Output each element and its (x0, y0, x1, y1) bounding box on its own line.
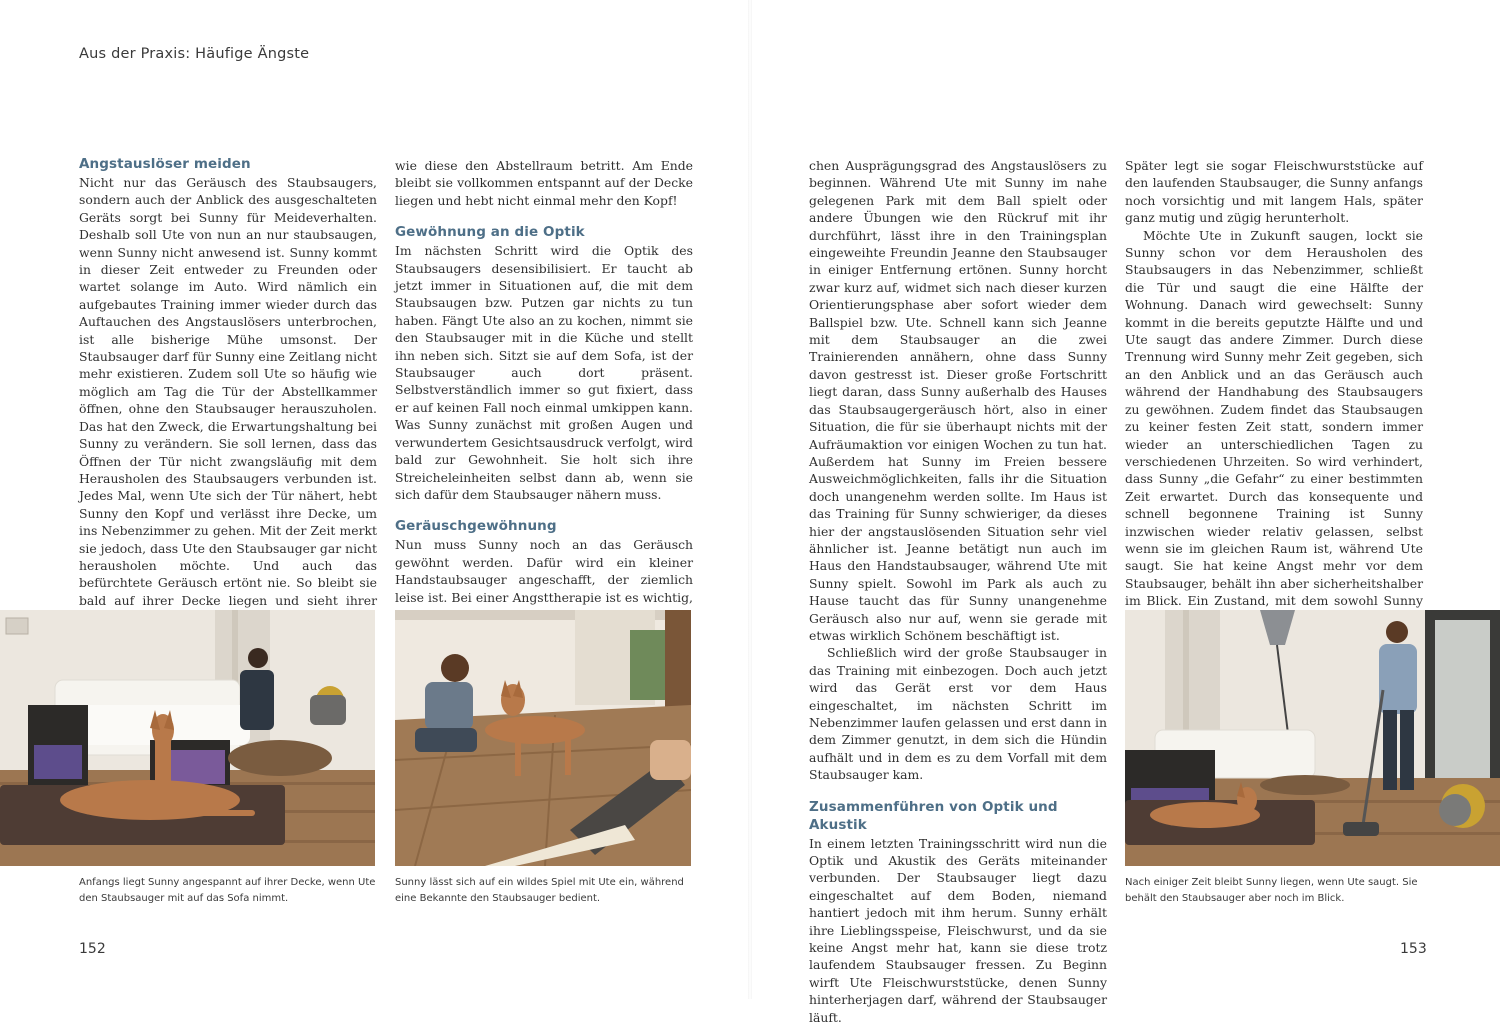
running-head: Aus der Praxis: Häufige Ängste (79, 46, 310, 62)
paragraph: Schließlich wird der große Staubsauger in das Training mit einbezogen. Doch auch jetzt wird das Gerät erst vor dem Haus eingeschaltet, im nächsten Schritt im Nebenzimmer laufen gelassen und erst dann in dem Zimmer genutzt, in dem sich die Hündin aufhält und in dem es zu dem Vorfall mit dem Staubsauger kam. (809, 645, 1107, 783)
photo-caption: Sunny lässt sich auf ein wildes Spiel mit Ute ein, während eine Bekannte den Staubsauger bedient. (395, 877, 684, 904)
paragraph: Nun muss Sunny noch an das Geräusch gewöhnt werden. Dafür wird ein kleiner Handstaubsauger angeschafft, der ziemlich leise ist. Bei einer Angsttherapie ist es wichtig, (395, 537, 693, 605)
photo-illustration (1125, 610, 1500, 866)
text-column-2 (395, 157, 693, 623)
paragraph: Im nächsten Schritt wird die Optik des Staubsaugers desensibilisiert. Er taucht ab jetzt immer in Situationen auf, die mit dem Staubsaugen bzw. Putzen gar nichts zu tun haben. Fängt Ute also an zu kochen, nimmt sie den Staubsauger mit in die Küche und stellt ihn neben sich. Sitzt sie auf dem Sofa, ist der Staubsauger auch dort präsent. Selbstverständlich immer so gut fixiert, dass er auf keinen Fall noch einmal umkippen kann. Was Sunny zunächst mit großen Augen und verwundertem Gesichtsausdruck verfolgt, wird bald zur Gewohnheit. Sie holt sich ihre Streicheleinheiten selbst dann ab, wenn sie sich dafür dem Staubsauger nähern muss. (395, 243, 693, 502)
photo-owner-vacuuming (1125, 610, 1500, 866)
page-number-left: 152 (79, 941, 106, 957)
section-heading: Gewöhnung an die Optik (395, 224, 585, 241)
photo-illustration (0, 610, 375, 866)
page-number-right: 153 (1400, 941, 1427, 957)
paragraph: chen Ausprägungsgrad des Angstauslösers zu beginnen. Während Ute mit Sunny im nahe gelegenen Park mit dem Ball spielt oder andere Übungen wie den Rückruf mit ihr durchführt, lässt ihre in den Trainingsplan eingeweihte Freundin Jeanne den Staubsauger in einiger Entfernung ertönen. Sunny horcht zwar kurz auf, widmet sich nach dieser kurzen Orientierungsphase aber sofort wieder dem Ballspiel bzw. Ute. Schnell kann sich Jeanne mit dem Staubsauger an die zwei Trainierenden annähern, ohne dass Sunny davon gestresst ist. Dieser große Fortschritt liegt daran, dass Sunny außerhalb des Hauses das Staubsaugergeräusch hört, also in einer Situation, die für sie überhaupt nichts mit der Aufräumaktion vor einigen Wochen zu tun hat. Außerdem hat Sunny im Freien bessere Ausweichmöglichkeiten, falls ihr die Situation doch unangenehm werden sollte. Im Haus ist das Training für Sunny schwieriger, da dieses hier der angstauslösenden Situation sehr viel ähnlicher ist. Jeanne betätigt nun auch im Haus den Handstaubsauger, während Ute mit Sunny spielt. Sowohl im Park als auch zu Hause taucht das für Sunny unangenehme Geräusch also nur auf, wenn sie gerade mit etwas wirklich Schönem beschäftigt ist. (809, 158, 1107, 643)
section-heading: Geräuschgewöhnung (395, 518, 557, 535)
paragraph: Möchte Ute in Zukunft saugen, lockt sie Sunny schon vor dem Herausholen des Staubsaugers in das Nebenzimmer, schließt die Tür und saugt die eine Hälfte der Wohnung. Danach wird gewechselt: Sunny kommt in die bereits geputzte Hälfte und und Ute saugt das andere Zimmer. Durch diese Trennung wird Sunny mehr Zeit gegeben, sich an den Anblick und an das Geräusch auch während der Handhabung des Staubsaugers zu gewöhnen. Zudem findet das Staubsaugen zu keiner festen Zeit statt, sondern immer wieder an unterschiedlichen Tagen zu verschiedenen Uhrzeiten. So wird verhindert, dass Sunny „die Gefahr“ zu einer bestimmten Zeit erwartet. Durch das konsequente und schnell begonnene Training ist Sunny inzwischen wieder relativ gelassen, selbst wenn sie im gleichen Raum ist, während Ute saugt. Sie hat keine Angst mehr vor dem Staubsauger, behält ihn aber sicherheitshalber im Blick. Ein Zustand, mit dem sowohl Sunny (1125, 227, 1423, 609)
paragraph: wie diese den Abstellraum betritt. Am Ende bleibt sie vollkommen entspannt auf der Decke liegen und hebt nicht einmal mehr den Kopf! (395, 158, 693, 208)
text-column-3 (809, 157, 1107, 1026)
paragraph: In einem letzten Trainingsschritt wird nun die Optik und Akustik des Geräts miteinander verbunden. Der Staubsauger liegt dazu eingeschaltet auf dem Boden, niemand hantiert jedoch mit ihm herum. Sunny erhält ihre Lieblingsspeise, Fleischwurst, und da sie keine Angst mehr hat, kann sie diese trotz laufendem Staubsauger fressen. Zu Beginn wirft Ute Fleischwurststücke, denen Sunny hinterherjagen darf, während der Staubsauger läuft. (809, 835, 1107, 1025)
photo-illustration (395, 610, 691, 866)
section-heading: Angstauslöser meiden (79, 156, 251, 172)
text-column-4 (1125, 157, 1423, 627)
section-heading: Zusammenführen von Optik und Akustik (809, 798, 1058, 833)
photo-play-hand-vacuum (395, 610, 691, 866)
paragraph: Später legt sie sogar Fleischwurststücke auf den laufenden Staubsauger, die Sunny anfangs noch vorsichtig und mit langem Hals, später ganz mutig und zügig herunterholt. (1125, 158, 1423, 226)
photo-caption: Nach einiger Zeit bleibt Sunny liegen, wenn Ute saugt. Sie behält den Staubsauger aber noch im Blick. (1125, 877, 1418, 904)
text-column-1 (79, 155, 377, 627)
book-gutter (748, 0, 752, 999)
photo-dog-on-blanket (0, 610, 375, 866)
photo-caption: Anfangs liegt Sunny angespannt auf ihrer Decke, wenn Ute den Staubsauger mit auf das Sofa nimmt. (79, 877, 376, 904)
paragraph: Nicht nur das Geräusch des Staubsaugers, sondern auch der Anblick des ausgeschalteten Geräts sorgt bei Sunny für Meideverhalten. Deshalb soll Ute von nun an nur staubsaugen, wenn Sunny nicht anwesend ist. Sunny kommt in dieser Zeit entweder zu Freunden oder wartet solange im Auto. Wird nämlich ein aufgebautes Training immer wieder durch das Auftauchen des Angstauslösers unterbrochen, ist alle bisherige Mühe umsonst. Der Staubsauger darf für Sunny eine Zeitlang nicht mehr existieren. Zudem soll Ute so häufig wie möglich am Tag die Tür der Abstellkammer öffnen, ohne den Staubsauger herauszuholen. Das hat den Zweck, die Erwartungshaltung bei Sunny zu verändern. Sie soll lernen, dass das Öffnen der Tür nicht zwangsläufig mit dem Herausholen des Staubsaugers verbunden ist. Jedes Mal, wenn Ute sich der Tür nähert, hebt Sunny den Kopf und verlässt ihre Decke, um ins Nebenzimmer zu gehen. Mit der Zeit merkt sie jedoch, dass Ute den Staubsauger gar nicht herausholen möchte. Und auch das befürchtete Geräusch ertönt nie. So bleibt sie bald auf ihrer Decke liegen und sieht ihrer (79, 175, 377, 608)
